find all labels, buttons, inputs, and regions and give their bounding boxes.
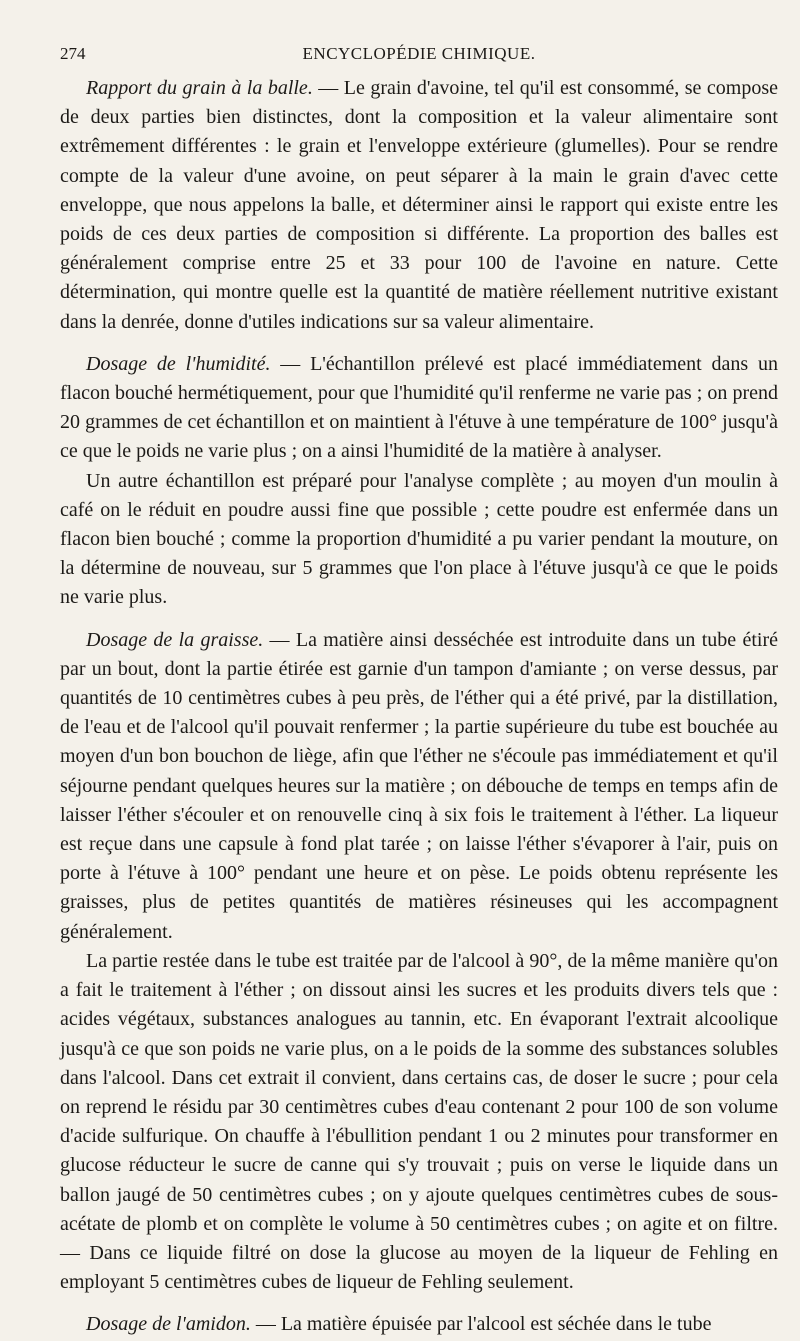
paragraph-dosage-amidon xyxy=(60,1310,778,1339)
running-head xyxy=(60,44,778,74)
section-heading-amidon: Dosage de l'amidon. xyxy=(86,1313,251,1336)
paragraph-dosage-humidite xyxy=(60,350,778,467)
paragraph-text: — Le grain d'avoine, tel qu'il est consommé, se compose de deux parties bien distinctes, dont la composition et la valeur alimentaire sont extrêmement différentes : le grain et l'enveloppe extérieure (glumelles). Pour se rendre compte de la valeur d'une avoine, on peut séparer à la main le grain d'avec cette enveloppe, que nous appelons la balle, et déterminer ainsi le rapport qui existe entre les poids de ces deux parties de composition si différente. La proportion des balles est généralement comprise entre 25 et 33 pour 100 de l'avoine en nature. Cette détermination, qui montre quelle est la quantité de matière réellement nutritive existant dans la denrée, donne d'utiles indications sur sa valeur alimentaire. xyxy=(60,77,778,333)
paragraph-text: — La matière épuisée par l'alcool est séchée dans le tube xyxy=(250,1313,712,1336)
section-heading-rapport: Rapport du grain à la balle. xyxy=(86,77,313,99)
paragraph-partie-restee xyxy=(60,947,778,1297)
paragraph-autre-echantillon xyxy=(60,467,778,613)
page-number: 274 xyxy=(60,44,86,63)
paragraph-text: Un autre échantillon est préparé pour l'analyse complète ; au moyen d'un moulin à café on le réduit en poudre aussi fine que possible ; cette poudre est enfermée dans un flacon bien bouché ; comme la proportion d'humidité a pu varier pendant la mouture, on la détermine de nouveau, sur 5 grammes que l'on place à l'étuve jusqu'à ce que le poids ne varie plus. xyxy=(60,469,778,609)
paragraph-rapport-grain-balle xyxy=(60,74,778,337)
running-title: ENCYCLOPÉDIE CHIMIQUE. xyxy=(302,44,536,63)
section-heading-humidite: Dosage de l'humidité. xyxy=(86,352,271,375)
paragraph-text: — L'échantillon prélevé est placé immédiatement dans un flacon bouché hermétiquement, pour que l'humidité qu'il renferme ne varie pas ; on prend 20 grammes de cet échantillon et on maintient à l'étuve à une température de 100° jusqu'à ce que le poids ne varie plus ; on a ainsi l'humidité de la matière à analyser. xyxy=(60,352,778,463)
paragraph-text: La partie restée dans le tube est traitée par de l'alcool à 90°, de la même manière qu'on a fait le traitement à l'éther ; on dissout ainsi les sucres et les produits divers tels que : acides végétaux, substances analogues au tannin, etc. En évaporant l'extrait alcoolique jusqu'à ce que son poids ne varie plus, on a le poids de la somme des substances solubles dans l'alcool. Dans cet extrait il convient, dans certains cas, de doser le sucre ; pour cela on reprend le résidu par 30 centimètres cubes d'eau contenant 2 pour 100 de son volume d'acide sulfurique. On chauffe à l'ébullition pendant 1 ou 2 minutes pour transformer en glucose réducteur le sucre de canne qui s'y trouvait ; puis on verse le liquide dans un ballon jaugé de 50 centimètres cubes ; on y ajoute quelques centimètres cubes de sous-acétate de plomb et on complète le volume à 50 centimètres cubes ; on agite et on filtre. — Dans ce liquide filtré on dose la glucose au moyen de la liqueur de Fehling en employant 5 centimètres cubes de liqueur de Fehling seulement. xyxy=(60,949,778,1294)
section-heading-graisse: Dosage de la graisse. xyxy=(86,628,264,651)
paragraph-text: — La matière ainsi desséchée est introduite dans un tube étiré par un bout, dont la partie étirée est garnie d'un tampon d'amiante ; on verse dessus, par quantités de 10 centimètres cubes à peu près, de l'éther qui a été privé, par la distillation, de l'eau et de l'alcool qu'il pouvait renfermer ; la partie supérieure du tube est bouchée au moyen d'un bon bouchon de liège, afin que l'éther ne s'écoule pas immédiatement et qu'il séjourne pendant quelques heures sur la matière ; on débouche de temps en temps afin de laisser l'éther s'écouler et on renouvelle cinq à six fois le traitement à l'éther. La liqueur est reçue dans une capsule à fond plat tarée ; on laisse l'éther s'évaporer à l'air, puis on porte à l'étuve à 100° pendant une heure et on pèse. Le poids obtenu représente les graisses, plus de petites quantités de matières résineuses qui les accompagnent généralement. xyxy=(60,628,778,943)
paragraph-dosage-graisse xyxy=(60,626,778,947)
